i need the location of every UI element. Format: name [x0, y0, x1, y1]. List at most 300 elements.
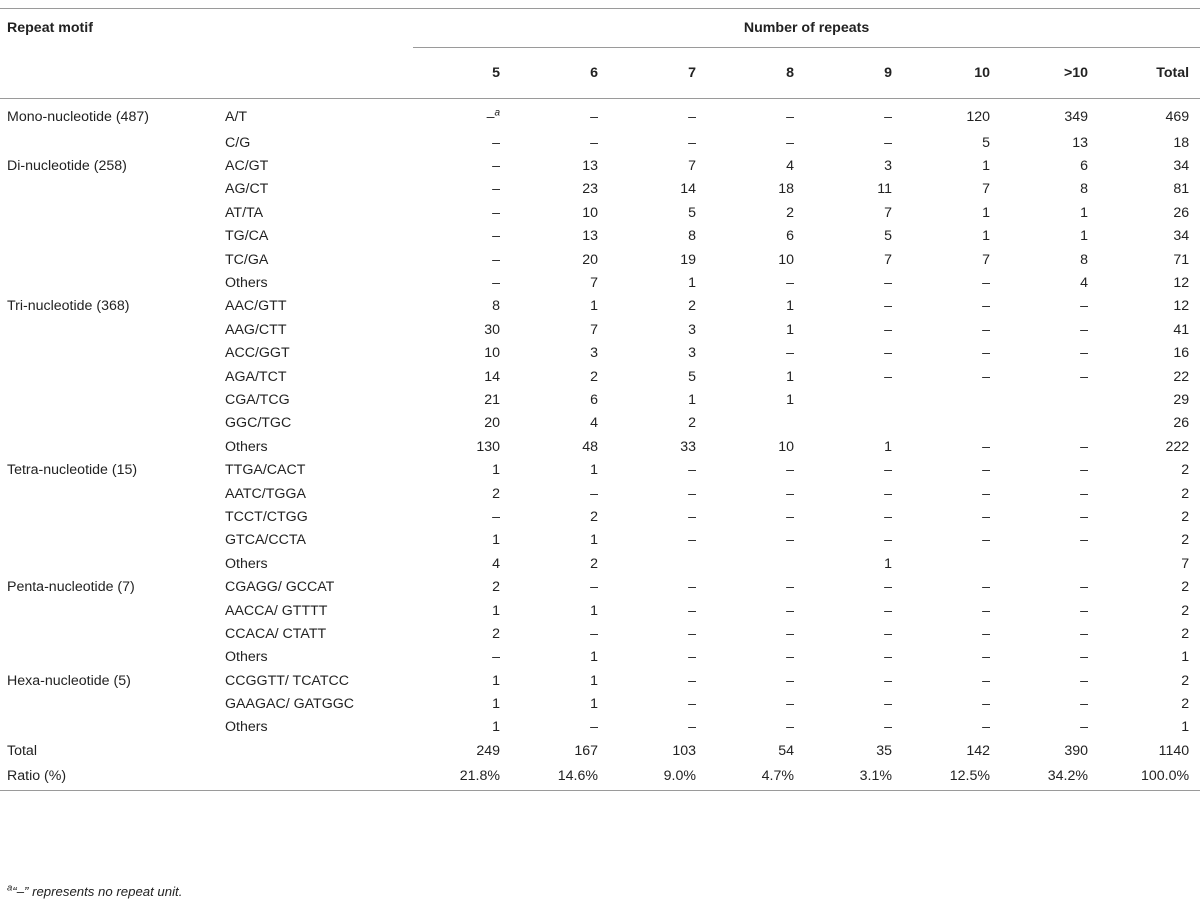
cell-value: –	[884, 321, 893, 338]
table-row	[0, 131, 1200, 154]
table-row	[0, 599, 1200, 622]
cell-value: –	[688, 462, 697, 479]
cell-value: 1	[786, 368, 795, 385]
cell-value: 14	[484, 368, 501, 385]
cell-value: 1	[982, 158, 991, 175]
cell-value: –	[884, 134, 893, 151]
cell-value: –	[884, 462, 893, 479]
cell-value: 81	[1173, 181, 1190, 198]
column-header: 6	[511, 48, 609, 99]
cell-value: –	[688, 602, 697, 619]
cell-value: 142	[966, 742, 991, 759]
cell-value	[805, 412, 903, 435]
cell-value: 1	[492, 696, 501, 713]
group-label: Mono-nucleotide (487)	[7, 109, 149, 125]
cell-value: 103	[672, 742, 697, 759]
motif-label	[218, 763, 413, 791]
motif-label: AGA/TCT	[225, 368, 287, 385]
cell-value: –	[982, 321, 991, 338]
cell-value: –	[688, 109, 697, 125]
cell-value: 349	[1064, 109, 1089, 125]
motif-label: Others	[225, 719, 268, 736]
footnote-mark: a	[7, 882, 13, 894]
cell-value: –	[884, 368, 893, 385]
column-header-total: Total	[1099, 48, 1200, 99]
cell-value: –	[786, 719, 795, 736]
cell-value: 1	[590, 672, 599, 689]
cell-value: –	[786, 109, 795, 125]
motif-label	[218, 739, 413, 762]
cell-value: –	[982, 485, 991, 502]
cell-value: –	[688, 719, 697, 736]
cell-value: 34	[1173, 228, 1190, 245]
cell-value: –	[590, 625, 599, 642]
table-row	[0, 178, 1200, 201]
motif-label: C/G	[225, 134, 251, 151]
cell-value: 34.2%	[1001, 763, 1099, 791]
cell-value: –	[492, 508, 501, 525]
table-row	[0, 529, 1200, 552]
cell-value: –	[688, 649, 697, 666]
cell-value: 2	[688, 415, 697, 432]
group-label	[0, 318, 218, 341]
group-label: Penta-nucleotide (7)	[7, 579, 135, 596]
column-header: 10	[903, 48, 1001, 99]
cell-value: –	[492, 158, 501, 175]
motif-label: TG/CA	[225, 228, 269, 245]
motif-label: TTGA/CACT	[225, 462, 306, 479]
motif-label: CCACA/ CTATT	[225, 625, 327, 642]
cell-value: 16	[1173, 345, 1190, 362]
cell-value: –	[982, 579, 991, 596]
cell-value: 2	[1181, 672, 1190, 689]
group-label: Di-nucleotide (258)	[7, 158, 127, 175]
table-row	[0, 318, 1200, 341]
table-row	[0, 365, 1200, 388]
motif-label: AT/TA	[225, 204, 264, 221]
group-label: Ratio (%)	[0, 763, 218, 791]
cell-value: 390	[1064, 742, 1089, 759]
group-label	[0, 622, 218, 645]
cell-value: 8	[688, 228, 697, 245]
cell-value: 14.6%	[511, 763, 609, 791]
cell-value: 10	[582, 204, 599, 221]
footnote-text: “–” represents no repeat unit.	[12, 884, 183, 899]
cell-value: 1	[1080, 228, 1089, 245]
cell-value: 3	[688, 321, 697, 338]
cell-value: –	[492, 275, 501, 292]
group-label	[0, 248, 218, 271]
column-header: 5	[413, 48, 511, 99]
cell-value: –	[1080, 649, 1089, 666]
column-header: 7	[609, 48, 707, 99]
cell-value: 1	[590, 696, 599, 713]
table-row	[0, 669, 1200, 692]
table-row	[0, 739, 1200, 762]
cell-value: 1140	[1158, 742, 1190, 759]
motif-label: CGAGG/ GCCAT	[225, 579, 335, 596]
cell-value: 1	[590, 462, 599, 479]
table-row	[0, 622, 1200, 645]
cell-value: 2	[492, 625, 501, 642]
cell-value: –	[982, 508, 991, 525]
table-row	[0, 716, 1200, 739]
cell-value: –	[884, 275, 893, 292]
cell-value: 3	[688, 345, 697, 362]
cell-value: 10	[778, 438, 795, 455]
cell-value: 30	[484, 321, 501, 338]
table-row	[0, 458, 1200, 481]
cell-value: –	[1080, 532, 1089, 549]
column-header: 9	[805, 48, 903, 99]
cell-value: 2	[590, 555, 599, 572]
cell-value: –	[688, 508, 697, 525]
cell-value: 1	[786, 321, 795, 338]
cell-value: –	[688, 625, 697, 642]
cell-value: 1	[884, 555, 893, 572]
cell-value: 1	[786, 391, 795, 408]
table-body	[0, 99, 1200, 791]
cell-value: 34	[1173, 158, 1190, 175]
group-label	[0, 529, 218, 552]
cell-value: –	[786, 275, 795, 292]
cell-value: 222	[1165, 438, 1190, 455]
table-row	[0, 99, 1200, 132]
cell-value: 8	[492, 298, 501, 315]
cell-value: 6	[786, 228, 795, 245]
cell-value: 120	[966, 109, 991, 125]
cell-value: 29	[1173, 391, 1190, 408]
cell-value: –	[1080, 368, 1089, 385]
cell-value: –	[688, 485, 697, 502]
cell-value: 12	[1173, 275, 1190, 292]
cell-value: –	[1080, 579, 1089, 596]
cell-value: 1	[590, 602, 599, 619]
cell-value: –	[1080, 298, 1089, 315]
cell-value: –	[786, 345, 795, 362]
cell-value: 26	[1173, 415, 1190, 432]
cell-value	[903, 552, 1001, 575]
motif-label: AG/CT	[225, 181, 269, 198]
table-row	[0, 575, 1200, 598]
motif-label: AACCA/ GTTTT	[225, 602, 328, 619]
table-footnote	[7, 884, 182, 899]
cell-value: 54	[778, 742, 795, 759]
cell-value: –	[786, 672, 795, 689]
motif-label: Others	[225, 649, 268, 666]
column-header: >10	[1001, 48, 1099, 99]
cell-value: 2	[492, 485, 501, 502]
cell-value: 2	[1181, 602, 1190, 619]
cell-value: –	[786, 462, 795, 479]
cell-value: 13	[582, 158, 599, 175]
motif-label: GAAGAC/ GATGGC	[225, 696, 355, 713]
cell-value: 1	[590, 649, 599, 666]
footnote-ref: a	[494, 107, 501, 119]
cell-value: 3.1%	[805, 763, 903, 791]
cell-value: 48	[582, 438, 599, 455]
motif-label: ACC/GGT	[225, 345, 290, 362]
table-row	[0, 763, 1200, 791]
cell-value: 1	[982, 204, 991, 221]
cell-value: 1	[982, 228, 991, 245]
table-row	[0, 692, 1200, 715]
group-label: Hexa-nucleotide (5)	[7, 672, 131, 689]
cell-value: –	[982, 345, 991, 362]
table-row	[0, 342, 1200, 365]
cell-value: 5	[688, 368, 697, 385]
group-label	[0, 552, 218, 575]
cell-value: 7	[884, 251, 893, 268]
cell-value: –	[688, 532, 697, 549]
table-row	[0, 412, 1200, 435]
cell-value: 2	[688, 298, 697, 315]
cell-value: –	[1080, 321, 1089, 338]
cell-value: –	[688, 672, 697, 689]
cell-value: 7	[688, 158, 697, 175]
table-row	[0, 388, 1200, 411]
table-row	[0, 552, 1200, 575]
cell-value: 12.5%	[903, 763, 1001, 791]
cell-value: –	[590, 109, 599, 125]
cell-value: 7	[982, 251, 991, 268]
cell-value: –	[786, 579, 795, 596]
cell-value: –	[982, 672, 991, 689]
motif-label: Others	[225, 555, 268, 572]
group-label	[0, 716, 218, 739]
cell-value: 2	[1181, 696, 1190, 713]
cell-value	[707, 412, 805, 435]
cell-value	[707, 552, 805, 575]
cell-value: –	[982, 625, 991, 642]
cell-value: 4	[786, 158, 795, 175]
cell-value: –	[884, 696, 893, 713]
cell-value: –	[884, 579, 893, 596]
cell-value: –	[492, 251, 501, 268]
cell-value: –	[492, 649, 501, 666]
cell-value: 2	[590, 508, 599, 525]
cell-value: 35	[876, 742, 893, 759]
table-row	[0, 154, 1200, 177]
cell-value: 10	[484, 345, 501, 362]
motif-label: AATC/TGGA	[225, 485, 306, 502]
cell-value: –	[590, 719, 599, 736]
cell-value: 71	[1173, 251, 1190, 268]
cell-value: –	[1080, 719, 1089, 736]
cell-value: 22	[1173, 368, 1190, 385]
group-label	[0, 646, 218, 669]
cell-value: –	[884, 508, 893, 525]
cell-value: 10	[778, 251, 795, 268]
cell-value: –	[1080, 672, 1089, 689]
cell-value: –	[688, 696, 697, 713]
cell-value: 2	[1181, 462, 1190, 479]
motif-label: Others	[225, 438, 268, 455]
cell-value	[413, 99, 511, 132]
cell-value: –	[884, 649, 893, 666]
group-label	[0, 482, 218, 505]
cell-value: 249	[476, 742, 501, 759]
cell-value: 1	[492, 719, 501, 736]
group-label	[0, 271, 218, 294]
header-number-of-repeats: Number of repeats	[413, 9, 1200, 48]
motif-label: GTCA/CCTA	[225, 532, 306, 549]
cell-value: 1	[1181, 649, 1190, 666]
cell-value: 4.7%	[707, 763, 805, 791]
group-label: Tetra-nucleotide (15)	[7, 462, 138, 479]
group-label	[0, 505, 218, 528]
table-row	[0, 271, 1200, 294]
cell-value: 1	[786, 298, 795, 315]
cell-value: –	[786, 485, 795, 502]
cell-value: 2	[1181, 579, 1190, 596]
table-row	[0, 248, 1200, 271]
table-row	[0, 225, 1200, 248]
cell-value: 2	[1181, 532, 1190, 549]
cell-value: –	[982, 298, 991, 315]
cell-value: 8	[1080, 181, 1089, 198]
cell-value: –	[492, 228, 501, 245]
repeat-motif-table	[0, 8, 1200, 791]
cell-value: 100.0%	[1099, 763, 1200, 791]
motif-label: CCGGTT/ TCATCC	[225, 672, 350, 689]
cell-value: 1	[1080, 204, 1089, 221]
cell-value: –	[1080, 602, 1089, 619]
cell-value: –	[786, 649, 795, 666]
cell-value: 1	[688, 275, 697, 292]
cell-value: –	[786, 508, 795, 525]
cell-value: –	[1080, 485, 1089, 502]
cell-value: –	[884, 602, 893, 619]
cell-value-text: –	[486, 109, 495, 125]
cell-value: 7	[982, 181, 991, 198]
cell-value	[903, 412, 1001, 435]
cell-value: 9.0%	[609, 763, 707, 791]
table-header	[0, 9, 1200, 99]
cell-value: –	[884, 345, 893, 362]
group-label	[0, 342, 218, 365]
cell-value: 7	[590, 275, 599, 292]
cell-value: 1	[590, 298, 599, 315]
cell-value: –	[688, 134, 697, 151]
cell-value: 5	[884, 228, 893, 245]
cell-value: –	[982, 275, 991, 292]
cell-value: 20	[582, 251, 599, 268]
cell-value: –	[1080, 696, 1089, 713]
group-label	[0, 178, 218, 201]
cell-value: –	[1080, 345, 1089, 362]
group-label	[0, 201, 218, 224]
cell-value: –	[884, 625, 893, 642]
cell-value: –	[786, 625, 795, 642]
motif-label: GGC/TGC	[225, 415, 292, 432]
cell-value	[903, 388, 1001, 411]
motif-label: CGA/TCG	[225, 391, 290, 408]
motif-label: AAG/CTT	[225, 321, 287, 338]
cell-value: 21.8%	[413, 763, 511, 791]
cell-value: 5	[982, 134, 991, 151]
table-row	[0, 435, 1200, 458]
cell-value: 19	[680, 251, 697, 268]
motif-label: TCCT/CTGG	[225, 508, 308, 525]
group-label	[0, 692, 218, 715]
cell-value: 12	[1173, 298, 1190, 315]
cell-value: –	[982, 532, 991, 549]
cell-value: 4	[492, 555, 501, 572]
group-label	[0, 131, 218, 154]
motif-label: TC/GA	[225, 251, 269, 268]
cell-value: –	[786, 134, 795, 151]
cell-value: 18	[1173, 134, 1190, 151]
cell-value: 8	[1080, 251, 1089, 268]
cell-value: 14	[680, 181, 697, 198]
cell-value: –	[786, 696, 795, 713]
cell-value: 1	[492, 602, 501, 619]
cell-value: 13	[582, 228, 599, 245]
cell-value: –	[982, 438, 991, 455]
cell-value: 7	[1181, 555, 1190, 572]
cell-value: –	[884, 719, 893, 736]
cell-value	[609, 552, 707, 575]
cell-value: –	[884, 485, 893, 502]
column-header: 8	[707, 48, 805, 99]
cell-value	[1001, 412, 1099, 435]
cell-value: –	[884, 532, 893, 549]
cell-value: 7	[884, 204, 893, 221]
cell-value: 2	[492, 579, 501, 596]
cell-value: 11	[877, 181, 893, 198]
cell-value: 2	[1181, 625, 1190, 642]
cell-value: 6	[590, 391, 599, 408]
motif-label: A/T	[225, 109, 248, 125]
group-label	[0, 412, 218, 435]
cell-value: 1	[492, 462, 501, 479]
cell-value: 167	[574, 742, 599, 759]
cell-value: –	[1080, 438, 1089, 455]
cell-value: 13	[1072, 134, 1089, 151]
table-row	[0, 505, 1200, 528]
cell-value: 20	[484, 415, 501, 432]
cell-value: 33	[680, 438, 697, 455]
cell-value: 26	[1173, 204, 1190, 221]
cell-value: 3	[884, 158, 893, 175]
cell-value	[805, 388, 903, 411]
cell-value: –	[688, 579, 697, 596]
cell-value: 7	[590, 321, 599, 338]
cell-value: 1	[590, 532, 599, 549]
cell-value: –	[590, 134, 599, 151]
cell-value: 23	[582, 181, 599, 198]
cell-value: –	[492, 181, 501, 198]
cell-value: –	[492, 204, 501, 221]
cell-value: –	[786, 532, 795, 549]
cell-value: 5	[688, 204, 697, 221]
cell-value: –	[786, 602, 795, 619]
group-label	[0, 388, 218, 411]
cell-value: 1	[688, 391, 697, 408]
group-label	[0, 365, 218, 388]
cell-value: 1	[1181, 719, 1190, 736]
cell-value: –	[492, 134, 501, 151]
group-label	[0, 599, 218, 622]
group-label: Total	[7, 742, 37, 759]
cell-value: 18	[778, 181, 795, 198]
cell-value: 2	[786, 204, 795, 221]
cell-value: 41	[1173, 321, 1190, 338]
cell-value	[1001, 552, 1099, 575]
cell-value: –	[982, 719, 991, 736]
cell-value: 2	[1181, 485, 1190, 502]
